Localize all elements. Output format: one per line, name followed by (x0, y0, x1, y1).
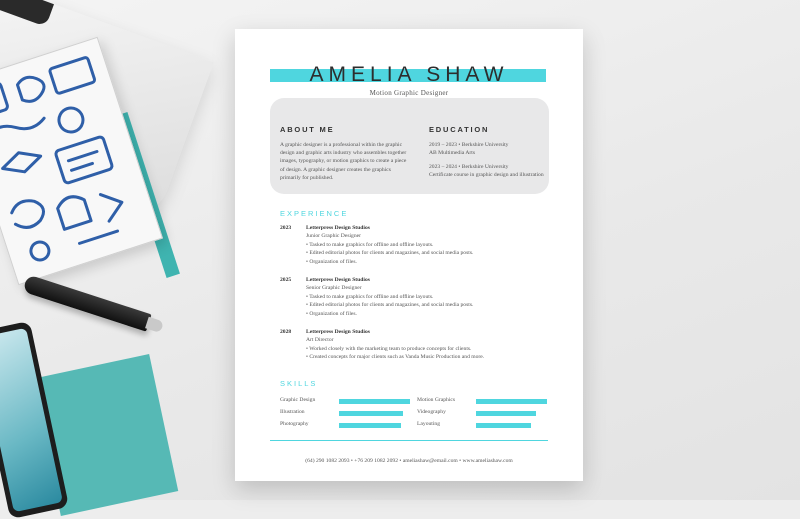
resume-title: Motion Graphic Designer (369, 89, 449, 97)
skill-bar (339, 423, 401, 428)
job-bullets (306, 345, 484, 362)
skill-label: Layouting (417, 421, 440, 427)
resume-sheet (235, 29, 583, 481)
job-bullet: • Organization of files. (306, 310, 473, 318)
education-line: 2023 – 2024 • Berkshire University (429, 164, 509, 170)
skill-label: Illustration (280, 409, 305, 415)
skills-heading: SKILLS (280, 379, 318, 388)
job-company: Letterpress Design Studios (306, 277, 370, 283)
skill-bar (476, 423, 531, 428)
education-line: 2019 – 2023 • Berkshire University (429, 142, 509, 148)
skill-bar (476, 399, 547, 404)
job-bullet: • Edited editorial photos for clients and magazines, and social media posts. (306, 301, 473, 309)
skill-label: Motion Graphics (417, 397, 456, 403)
education-line: Certificate course in graphic design and illustration (429, 172, 544, 179)
job-year: 2028 (280, 329, 292, 335)
education-item (429, 163, 549, 179)
skill-label: Graphic Design (280, 397, 316, 403)
job-year: 2025 (280, 277, 292, 283)
about-heading: ABOUT ME (280, 125, 335, 134)
contact-line: (64) 290 1082 2093 • +76 209 1082 2092 • ameliashaw@email.com • www.ameliashaw.com (305, 458, 513, 464)
job-company: Letterpress Design Studios (306, 329, 370, 335)
job-bullets (306, 293, 473, 318)
skill-label: Videography (417, 409, 446, 415)
about-text: A graphic designer is a professional within the graphic design and graphic arts industry who assembles together images, typography, or motion graphics to create a piece of design. A graphic designer creates the graphics primarily for published. (280, 142, 407, 181)
experience-heading: EXPERIENCE (280, 209, 349, 218)
skill-bar (476, 411, 536, 416)
education-item (429, 141, 549, 157)
job-bullet: • Created concepts for major clients such as Vanda Music Production and more. (306, 353, 484, 361)
job-bullet: • Tasked to make graphics for offline and offline layouts. (306, 241, 473, 249)
job-bullet: • Tasked to make graphics for offline and offline layouts. (306, 293, 473, 301)
job-bullet: • Edited editorial photos for clients and magazines, and social media posts. (306, 249, 473, 257)
education-heading: EDUCATION (429, 125, 490, 134)
skill-bar (339, 411, 403, 416)
job-year: 2023 (280, 225, 292, 231)
skill-label: Photography (280, 421, 309, 427)
job-bullet: • Worked closely with the marketing team to produce concepts for clients. (306, 345, 484, 353)
job-company: Letterpress Design Studios (306, 225, 370, 231)
job-bullet: • Organization of files. (306, 258, 473, 266)
job-role: Junior Graphic Designer (306, 233, 361, 239)
education-line: AB Multimedia Arts (429, 150, 475, 157)
skill-bar (339, 399, 410, 404)
resume-name: AMELIA SHAW (309, 63, 509, 86)
job-bullets (306, 241, 473, 266)
laptop-keyboard (0, 0, 54, 27)
footer-divider (270, 440, 548, 441)
job-role: Senior Graphic Designer (306, 285, 362, 291)
job-role: Art Director (306, 337, 334, 343)
